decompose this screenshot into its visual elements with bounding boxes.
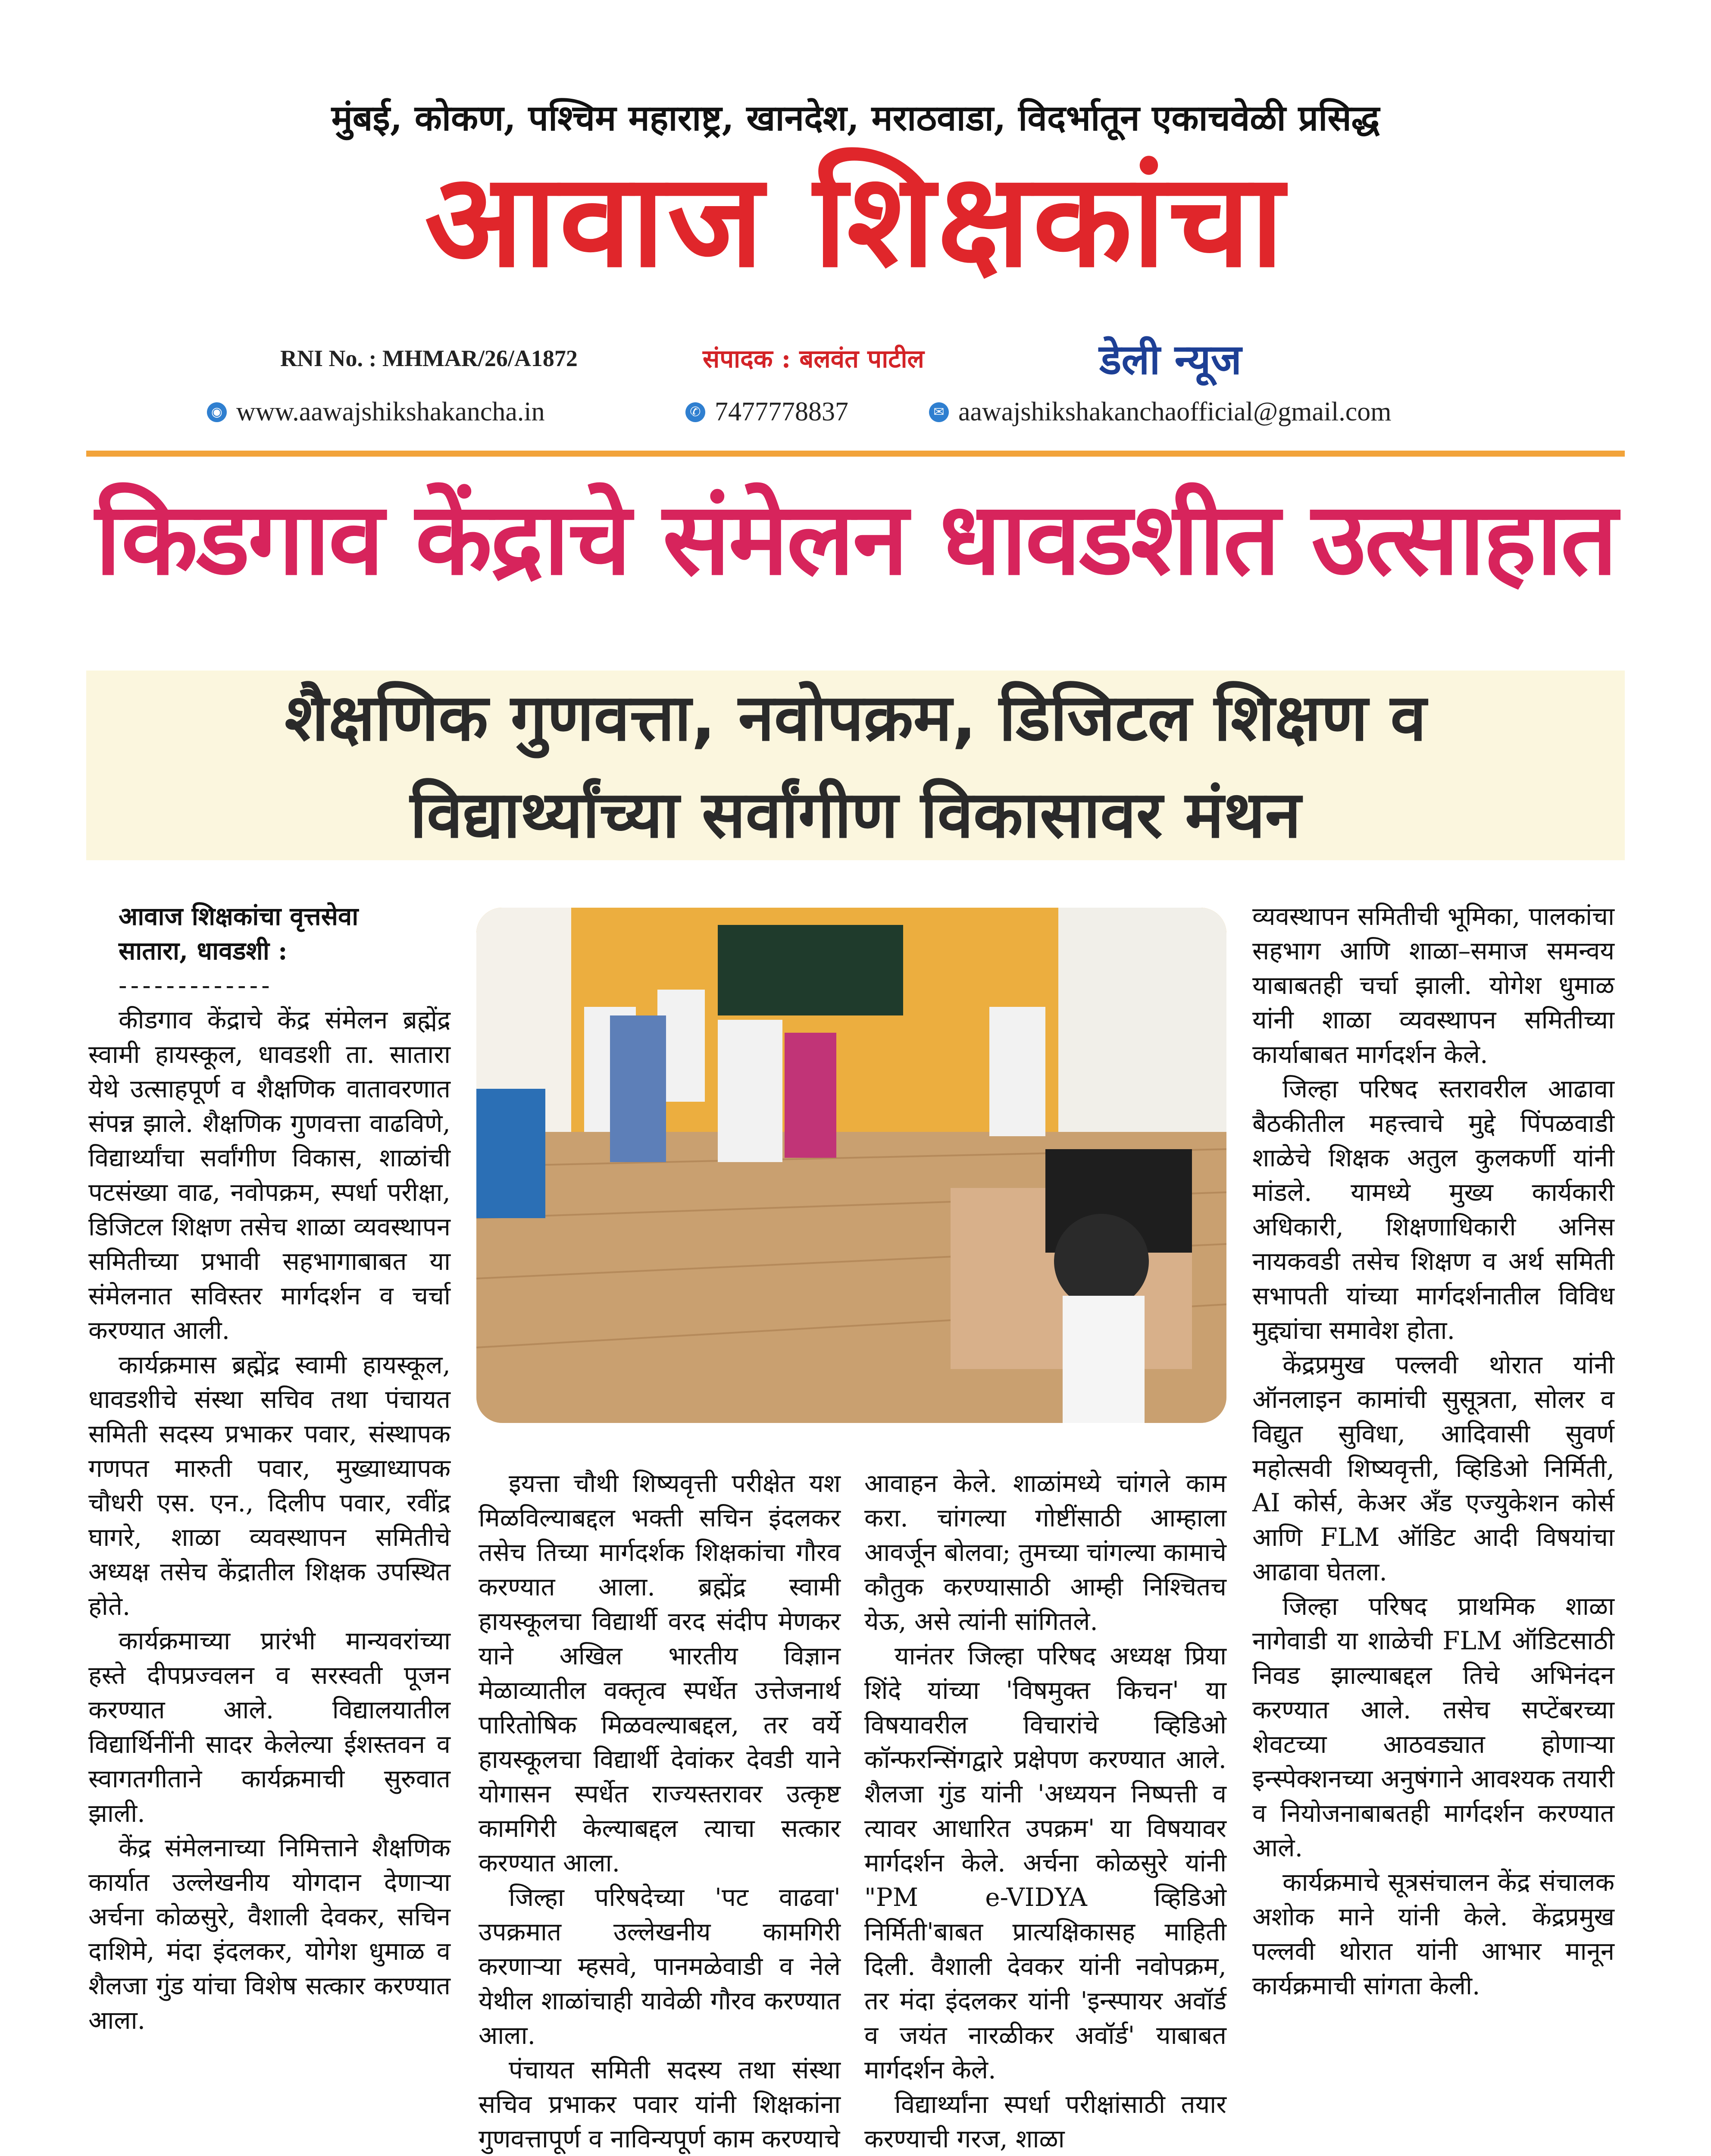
email-text: aawajshikshakanchaofficial@gmail.com: [958, 397, 1392, 426]
header-divider: [86, 451, 1625, 457]
event-photo-illustration: [476, 908, 1226, 1423]
rni-number: RNI No. : MHMAR/26/A1872: [280, 345, 578, 371]
subheadline-line-1: शैक्षणिक गुणवत्ता, नवोपक्रम, डिजिटल शिक्षण व: [285, 680, 1426, 755]
dateline-place: सातारा, धावडशी :: [119, 936, 288, 965]
globe-icon: ◉: [207, 402, 227, 422]
contact-email[interactable]: [929, 397, 1392, 427]
paragraph: कार्यक्रमाचे सूत्रसंचालन केंद्र संचालक अशोक माने यांनी केले. केंद्रप्रमुख पल्लवी थोरात यांनी आभार मानून कार्यक्रमाची सांगता केली.: [1252, 1868, 1614, 2000]
article-headline: किडगाव केंद्राचे संमेलन धावडशीत उत्साहात: [95, 481, 1616, 597]
paragraph: कीडगाव केंद्राचे केंद्र संमेलन ब्रह्मेंद्र स्वामी हायस्कूल, धावडशी ता. सातारा येथे उत्साहपूर्ण व शैक्षणिक वातावरणात संपन्न झाले. शैक्षणिक गुणवत्ता वाढविणे, विद्यार्थ्यांचा सर्वांगीण विकास, शाळांची पटसंख्या वाढ, नवोपक्रम, स्पर्धा परीक्षा, डिजिटल शिक्षण तसेच शाळा व्यवस्थापन समितीच्या प्रभावी सहभागाबाबत या संमेलनात सविस्तर मार्गदर्शन व चर्चा करण्यात आली.: [88, 1005, 450, 1345]
article-column-2: [479, 1466, 841, 2156]
paragraph: यानंतर जिल्हा परिषद अध्यक्ष प्रिया शिंदे यांच्या 'विषमुक्त किचन' या विषयावरील विचारांचे व्हिडिओ कॉन्फरन्सिंगद्वारे प्रक्षेपण करण्यात आले. शैलजा गुंड यांनी 'अध्ययन निष्पत्ती व त्यावर आधारित उपक्रम' या विषयावर मार्गदर्शन केले. अर्चना कोळसुरे यांनी "PM e-VIDYA व्हिडिओ निर्मिती'बाबत प्रात्यक्षिकासह माहिती दिली. वैशाली देवकर यांनी नवोपक्रम, तर मंदा इंदलकर यांनी 'इन्स्पायर अवॉर्ड व जयंत नारळीकर अवॉर्ड' याबाबत मार्गदर्शन केले.: [864, 1641, 1226, 2084]
event-photo: [476, 908, 1226, 1423]
paragraph: कार्यक्रमाच्या प्रारंभी मान्यवरांच्या हस्ते दीपप्रज्वलन व सरस्वती पूजन करण्यात आले. विद्यालयातील विद्यार्थिनींनी सादर केलेल्या ईशस्तवन व स्वागतगीताने कार्यक्रमाची सुरुवात झाली.: [88, 1626, 450, 1828]
email-icon: ✉: [929, 402, 949, 422]
paragraph: आवाहन केले. शाळांमध्ये चांगले काम करा. चांगल्या गोष्टींसाठी आम्हाला आवर्जून बोलवा; तुमच्या चांगल्या कामाचे कौतुक करण्यासाठी आम्ही निश्चितच येऊ, असे त्यांनी सांगितले.: [864, 1469, 1226, 1636]
paragraph: जिल्हा परिषदेच्या 'पट वाढवा' उपक्रमात उल्लेखनीय कामगिरी करणाऱ्या म्हसवे, पानमळेवाडी व नेले येथील शाळांचाही यावेळी गौरव करण्यात आला.: [479, 1883, 841, 2050]
paragraph: कार्यक्रमास ब्रह्मेंद्र स्वामी हायस्कूल, धावडशीचे संस्था सचिव तथा पंचायत समिती सदस्य प्रभाकर पवार, संस्थापक गणपत मारुती पवार, मुख्याध्यापक चौधरी एस. एन., दिलीप पवार, रवींद्र घागरे, शाळा व्यवस्थापन समितीचे अध्यक्ष तसेच केंद्रातील शिक्षक उपस्थित होते.: [88, 1350, 450, 1621]
contact-website[interactable]: [207, 397, 545, 427]
website-text: www.aawajshikshakancha.in: [236, 397, 545, 426]
phone-text: 7477778837: [715, 397, 848, 426]
paragraph: केंद्रप्रमुख पल्लवी थोरात यांनी ऑनलाइन कामांची सुसूत्रता, सोलर व विद्युत सुविधा, आदिवासी सुवर्ण महोत्सवी शिष्यवृत्ती, व्हिडिओ निर्मिती, AI कोर्स, केअर अँड एज्युकेशन कोर्स आणि FLM ऑडिट आदी विषयांचा आढावा घेतला.: [1252, 1350, 1614, 1586]
article-column-3: [864, 1466, 1226, 2156]
paragraph: व्यवस्थापन समितीची भूमिका, पालकांचा सहभाग आणि शाळा–समाज समन्वय याबाबतही चर्चा झाली. योगेश धुमाळ यांनी शाळा व्यवस्थापन समितीच्या कार्याबाबत मार्गदर्शन केले.: [1252, 902, 1614, 1069]
subheadline-line-2: विद्यार्थ्यांच्या सर्वांगीण विकासावर मंथन: [410, 777, 1301, 852]
masthead-title: आवाज शिक्षकांचा: [424, 144, 1287, 296]
article-column-4: [1252, 899, 1614, 2003]
editor-name: संपादक : बलवंत पाटील: [703, 344, 924, 373]
phone-icon: ✆: [685, 402, 705, 422]
article-column-1: [88, 899, 450, 2037]
contact-phone[interactable]: [685, 397, 848, 427]
daily-news-label: डेली न्यूज: [1099, 335, 1242, 384]
paragraph: पंचायत समिती सदस्य तथा संस्था सचिव प्रभाकर पवार यांनी शिक्षकांना गुणवत्तापूर्ण व नाविन्यपूर्ण काम करण्याचे: [479, 2055, 841, 2153]
dateline-separator: -------------: [119, 971, 273, 1000]
masthead-tagline: मुंबई, कोकण, पश्चिम महाराष्ट्र, खानदेश, मराठवाडा, विदर्भातून एकाचवेळी प्रसिद्ध: [331, 97, 1380, 139]
paragraph: इयत्ता चौथी शिष्यवृत्ती परीक्षेत यश मिळविल्याबद्दल भक्ती सचिन इंदलकर तसेच तिच्या मार्गदर्शक शिक्षकांचा गौरव करण्यात आला. ब्रह्मेंद्र स्वामी हायस्कूलचा विद्यार्थी वरद संदीप मेणकर याने अखिल भारतीय विज्ञान मेळाव्यातील वक्तृत्व स्पर्धेत उत्तेजनार्थ पारितोषिक मिळवल्याबद्दल, तर वर्ये हायस्कूलचा विद्यार्थी देवांकर देवडी याने योगासन स्पर्धेत राज्यस्तरावर उत्कृष्ट कामगिरी केल्याबद्दल त्याचा सत्कार करण्यात आला.: [479, 1469, 841, 1877]
dateline-service: आवाज शिक्षकांचा वृत्तसेवा: [119, 902, 359, 931]
paragraph: जिल्हा परिषद स्तरावरील आढावा बैठकीतील महत्त्वाचे मुद्दे पिंपळवाडी शाळेचे शिक्षक अतुल कुलकर्णी यांनी मांडले. यामध्ये मुख्य कार्यकारी अधिकारी, शिक्षणाधिकारी अनिस नायकवडी तसेच शिक्षण व अर्थ समिती सभापती यांच्या मार्गदर्शनातील विविध मुद्द्यांचा समावेश होता.: [1252, 1074, 1614, 1345]
paragraph: विद्यार्थ्यांना स्पर्धा परीक्षांसाठी तयार करण्याची गरज, शाळा: [864, 2090, 1226, 2153]
paragraph: जिल्हा परिषद प्राथमिक शाळा नागेवाडी या शाळेची FLM ऑडिटसाठी निवड झाल्याबद्दल तिचे अभिनंदन करण्यात आले. तसेच सप्टेंबरच्या शेवटच्या आठवड्यात होणाऱ्या इन्स्पेक्शनच्या अनुषंगाने आवश्यक तयारी व नियोजनाबाबतही मार्गदर्शन करण्यात आले.: [1252, 1592, 1614, 1862]
paragraph: केंद्र संमेलनाच्या निमित्ताने शैक्षणिक कार्यात उल्लेखनीय योगदान देणाऱ्या अर्चना कोळसुरे, वैशाली देवकर, सचिन दाशिमे, मंदा इंदलकर, योगेश धुमाळ व शैलजा गुंड यांचा विशेष सत्कार करण्यात आला.: [88, 1833, 450, 2035]
